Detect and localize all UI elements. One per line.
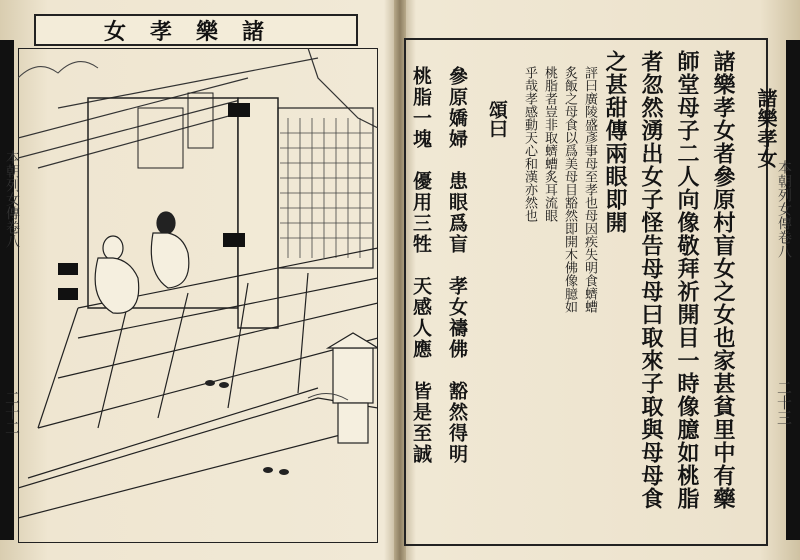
left-margin-title: 本朝列女傳卷八 bbox=[4, 150, 20, 248]
note-column-2: 炙飯之母食以爲美母目豁然即開木佛像臆如 bbox=[562, 66, 577, 313]
left-page bbox=[0, 0, 396, 560]
verse-column-1: 參原嬌婦 患眼爲盲 孝女禱佛 豁然得明 bbox=[446, 66, 468, 465]
note-column-4: 乎哉孝感動天心和漢亦然也 bbox=[522, 66, 537, 222]
text-column-4: 之甚甜傳兩眼即開 bbox=[602, 50, 628, 234]
woodblock-illustration bbox=[18, 48, 378, 543]
right-page-number: 二十三 bbox=[775, 380, 793, 425]
text-column-3: 者忽然湧出女子怪告母母曰取來子取與母母食 bbox=[638, 50, 664, 510]
ode-label: 頌曰 bbox=[486, 100, 508, 138]
left-page-number: 二十二 bbox=[3, 390, 21, 435]
note-column-1: 評曰廣陵盛彥事母至孝也母因疾失明食蠐螬 bbox=[582, 66, 597, 313]
text-heading: 諸樂孝女 bbox=[754, 88, 778, 168]
text-column-1: 諸樂孝女者參原村盲女之女也家甚貧里中有藥 bbox=[710, 50, 736, 510]
right-page-edge bbox=[786, 40, 800, 540]
right-margin-title: 本朝列女傳卷八 bbox=[776, 160, 792, 258]
verse-column-2: 桃脂一塊 優用三牲 天感人應 皆是至誠 bbox=[410, 66, 432, 465]
note-column-3: 桃脂者豈非取蠐螬炙耳流眼 bbox=[542, 66, 557, 222]
illustration-title: 諸樂孝女 bbox=[103, 18, 288, 45]
illustration-title-box bbox=[34, 14, 358, 46]
text-column-2: 師堂母子二人向像敬拜祈開目一時像臆如桃脂 bbox=[674, 50, 700, 510]
left-page-edge bbox=[0, 40, 14, 540]
right-page bbox=[404, 0, 800, 560]
